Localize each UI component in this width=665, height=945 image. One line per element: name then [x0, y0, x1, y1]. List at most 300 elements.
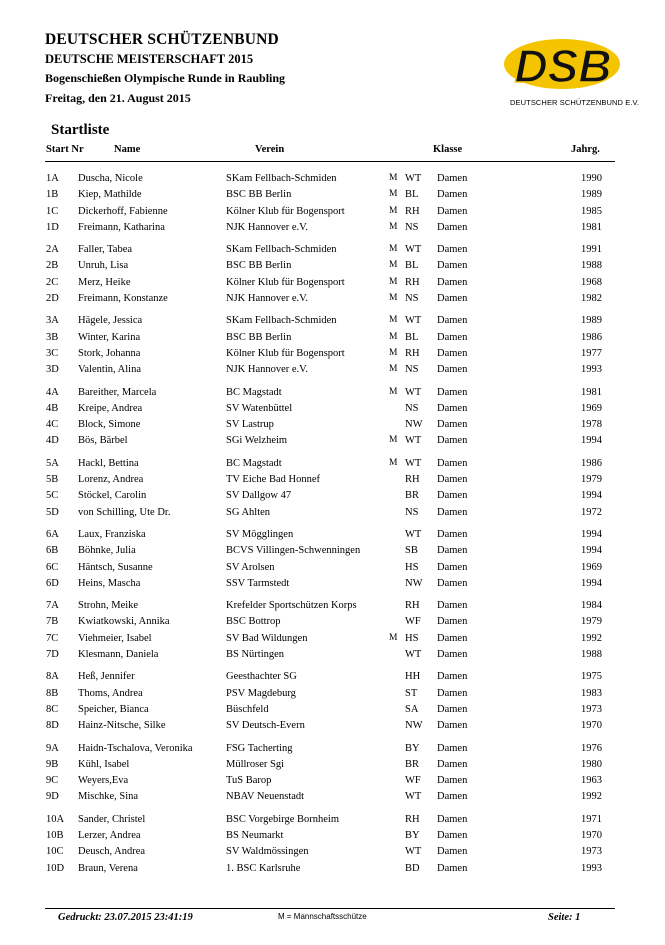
birth-year: 1981 [581, 386, 602, 398]
club-name: BSC Bottrop [226, 616, 281, 628]
team-marker: M [389, 331, 398, 342]
footer-divider [45, 908, 615, 909]
region-code: BD [405, 862, 420, 874]
start-number: 5C [46, 490, 59, 502]
class-name: Damen [437, 419, 468, 431]
birth-year: 1969 [581, 402, 602, 414]
club-name: SV Lastrup [226, 419, 274, 431]
region-code: WT [405, 791, 422, 803]
start-number: 3B [46, 331, 59, 343]
club-name: Müllroser Sgi [226, 758, 285, 770]
table-row [0, 418, 665, 434]
class-name: Damen [437, 829, 468, 841]
class-name: Damen [437, 687, 468, 699]
col-jahrg-header: Jahrg. [571, 144, 600, 155]
start-number: 4D [46, 435, 59, 447]
table-row [0, 528, 665, 544]
event-date: Freitag, den 21. August 2015 [45, 91, 191, 105]
column-header-row [0, 144, 665, 160]
athlete-name: Lorenz, Andrea [78, 474, 144, 486]
athlete-name: Unruh, Lisa [78, 260, 129, 272]
region-code: NW [405, 419, 423, 431]
team-marker: M [389, 244, 398, 255]
region-code: HS [405, 632, 419, 644]
athlete-name: von Schilling, Ute Dr. [78, 506, 171, 518]
class-name: Damen [437, 347, 468, 359]
start-number: 2B [46, 260, 59, 272]
page-number: Seite: 1 [548, 912, 581, 923]
birth-year: 1968 [581, 276, 602, 288]
class-name: Damen [437, 528, 468, 540]
class-name: Damen [437, 545, 468, 557]
class-name: Damen [437, 474, 468, 486]
athlete-name: Bareither, Marcela [78, 386, 157, 398]
class-name: Damen [437, 775, 468, 787]
document-header [45, 30, 465, 107]
birth-year: 1972 [581, 506, 602, 518]
birth-year: 1973 [581, 846, 602, 858]
region-code: RH [405, 347, 420, 359]
birth-year: 1983 [581, 687, 602, 699]
class-name: Damen [437, 189, 468, 201]
region-code: WT [405, 457, 422, 469]
birth-year: 1979 [581, 616, 602, 628]
class-name: Damen [437, 402, 468, 414]
athlete-name: Böhnke, Julia [78, 545, 136, 557]
region-code: BL [405, 189, 419, 201]
table-row [0, 561, 665, 577]
club-name: NJK Hannover e.V. [226, 364, 309, 376]
class-name: Damen [437, 791, 468, 803]
dsb-logo [500, 28, 640, 112]
birth-year: 1986 [581, 331, 602, 343]
start-number: 5D [46, 506, 59, 518]
table-row [0, 703, 665, 719]
region-code: BY [405, 829, 420, 841]
start-number: 10C [46, 846, 64, 858]
org-title: DEUTSCHER SCHÜTZENBUND [45, 31, 279, 48]
birth-year: 1992 [581, 632, 602, 644]
class-name: Damen [437, 315, 468, 327]
club-name: BC Magstadt [226, 457, 282, 469]
table-row [0, 742, 665, 758]
region-code: RH [405, 276, 420, 288]
table-row [0, 243, 665, 259]
table-row [0, 687, 665, 703]
region-code: BY [405, 742, 420, 754]
birth-year: 1989 [581, 189, 602, 201]
birth-year: 1993 [581, 862, 602, 874]
start-number: 1B [46, 189, 59, 201]
class-name: Damen [437, 561, 468, 573]
birth-year: 1993 [581, 364, 602, 376]
club-name: Krefelder Sportschützen Korps [226, 600, 357, 612]
athlete-name: Mischke, Sina [78, 791, 139, 803]
start-number: 4A [46, 386, 59, 398]
region-code: RH [405, 474, 420, 486]
table-row [0, 632, 665, 648]
table-row [0, 648, 665, 664]
table-row [0, 506, 665, 522]
birth-year: 1976 [581, 742, 602, 754]
club-name: Geesthachter SG [226, 671, 297, 683]
club-name: Kölner Klub für Bogensport [226, 276, 345, 288]
start-number: 3D [46, 364, 59, 376]
athlete-name: Kreipe, Andrea [78, 402, 143, 414]
start-group [0, 243, 665, 308]
class-name: Damen [437, 260, 468, 272]
birth-year: 1994 [581, 528, 602, 540]
table-row [0, 719, 665, 735]
birth-year: 1988 [581, 260, 602, 272]
birth-year: 1978 [581, 419, 602, 431]
table-row [0, 221, 665, 237]
birth-year: 1970 [581, 720, 602, 732]
region-code: WT [405, 173, 422, 184]
athlete-name: Valentin, Alina [78, 364, 141, 376]
class-name: Damen [437, 173, 468, 184]
class-name: Damen [437, 364, 468, 376]
start-number: 6A [46, 528, 59, 540]
class-name: Damen [437, 506, 468, 518]
start-number: 2A [46, 244, 59, 256]
club-name: BC Magstadt [226, 386, 282, 398]
table-row [0, 577, 665, 593]
region-code: HS [405, 561, 419, 573]
birth-year: 1992 [581, 791, 602, 803]
table-row [0, 259, 665, 275]
start-number: 6D [46, 577, 59, 589]
athlete-name: Freimann, Katharina [78, 221, 165, 233]
team-marker: M [389, 205, 398, 216]
club-name: 1. BSC Karlsruhe [226, 862, 301, 874]
table-row [0, 489, 665, 505]
club-name: SG Ahlten [226, 506, 271, 518]
athlete-name: Dickerhoff, Fabienne [78, 205, 168, 217]
table-row [0, 363, 665, 379]
region-code: WT [405, 528, 422, 540]
event-title: DEUTSCHE MEISTERSCHAFT 2015 [45, 52, 254, 66]
start-number: 5A [46, 457, 59, 469]
table-row [0, 758, 665, 774]
col-klasse-header: Klasse [433, 144, 463, 155]
event-subtitle: Bogenschießen Olympische Runde in Raubling [45, 71, 286, 85]
class-name: Damen [437, 846, 468, 858]
birth-year: 1980 [581, 758, 602, 770]
table-row [0, 314, 665, 330]
start-number: 4C [46, 419, 59, 431]
start-list [0, 172, 665, 884]
table-row [0, 386, 665, 402]
club-name: BSC BB Berlin [226, 189, 292, 201]
col-name-header: Name [114, 144, 141, 155]
birth-year: 1994 [581, 545, 602, 557]
table-row [0, 347, 665, 363]
athlete-name: Klesmann, Daniela [78, 649, 159, 661]
athlete-name: Block, Simone [78, 419, 141, 431]
athlete-name: Laux, Franziska [78, 528, 146, 540]
club-name: SKam Fellbach-Schmiden [226, 315, 337, 327]
class-name: Damen [437, 742, 468, 754]
club-name: SV Dallgow 47 [226, 490, 292, 502]
athlete-name: Thoms, Andrea [78, 687, 143, 699]
list-title: Startliste [51, 122, 110, 138]
start-group [0, 314, 665, 379]
header-divider [45, 161, 615, 162]
table-row [0, 292, 665, 308]
club-name: SV Bad Wildungen [226, 632, 308, 644]
start-number: 9C [46, 775, 59, 787]
start-number: 8C [46, 703, 59, 715]
athlete-name: Heß, Jennifer [78, 671, 135, 683]
table-row [0, 670, 665, 686]
class-name: Damen [437, 720, 468, 732]
birth-year: 1989 [581, 315, 602, 327]
start-number: 9B [46, 758, 59, 770]
region-code: BL [405, 331, 419, 343]
table-row [0, 473, 665, 489]
birth-year: 1982 [581, 293, 602, 305]
start-group [0, 386, 665, 451]
table-row [0, 188, 665, 204]
club-name: Kölner Klub für Bogensport [226, 347, 345, 359]
athlete-name: Sander, Christel [78, 813, 146, 825]
col-start-header: Start Nr [46, 144, 84, 155]
table-row [0, 331, 665, 347]
dsb-logo-mark [500, 28, 625, 98]
birth-year: 1994 [581, 490, 602, 502]
region-code: BL [405, 260, 419, 272]
region-code: RH [405, 205, 420, 217]
club-name: SSV Tarmstedt [226, 577, 290, 589]
region-code: NS [405, 364, 419, 376]
logo-caption: DEUTSCHER SCHÜTZENBUND E.V. [510, 98, 640, 107]
start-number: 7B [46, 616, 59, 628]
club-name: Kölner Klub für Bogensport [226, 205, 345, 217]
region-code: BR [405, 490, 420, 502]
birth-year: 1979 [581, 474, 602, 486]
region-code: BR [405, 758, 420, 770]
start-number: 8A [46, 671, 59, 683]
region-code: NS [405, 221, 419, 233]
club-name: SV Arolsen [226, 561, 275, 573]
club-name: SGi Welzheim [226, 435, 288, 447]
start-number: 1C [46, 205, 59, 217]
club-name: SKam Fellbach-Schmiden [226, 173, 337, 184]
region-code: WT [405, 386, 422, 398]
athlete-name: Winter, Karina [78, 331, 141, 343]
athlete-name: Kwiatkowski, Annika [78, 616, 170, 628]
class-name: Damen [437, 331, 468, 343]
birth-year: 1973 [581, 703, 602, 715]
class-name: Damen [437, 758, 468, 770]
table-row [0, 774, 665, 790]
class-name: Damen [437, 600, 468, 612]
region-code: RH [405, 813, 420, 825]
birth-year: 1963 [581, 775, 602, 787]
team-marker: M [389, 386, 398, 397]
team-marker: M [389, 276, 398, 287]
athlete-name: Hainz-Nitsche, Silke [78, 720, 166, 732]
club-name: NJK Hannover e.V. [226, 293, 309, 305]
table-row [0, 615, 665, 631]
birth-year: 1970 [581, 829, 602, 841]
printed-timestamp: Gedruckt: 23.07.2015 23:41:19 [58, 912, 193, 923]
club-name: SV Waldmössingen [226, 846, 309, 858]
athlete-name: Deusch, Andrea [78, 846, 146, 858]
class-name: Damen [437, 577, 468, 589]
class-name: Damen [437, 671, 468, 683]
club-name: BSC Vorgebirge Bornheim [226, 813, 339, 825]
athlete-name: Viehmeier, Isabel [78, 632, 152, 644]
start-number: 8B [46, 687, 59, 699]
region-code: WT [405, 244, 422, 256]
start-number: 2D [46, 293, 59, 305]
club-name: BSC BB Berlin [226, 260, 292, 272]
birth-year: 1975 [581, 671, 602, 683]
start-number: 3A [46, 315, 59, 327]
table-row [0, 813, 665, 829]
table-row [0, 599, 665, 615]
region-code: RH [405, 600, 420, 612]
club-name: SV Deutsch-Evern [226, 720, 305, 732]
team-marker: M [389, 315, 398, 326]
team-marker: M [389, 260, 398, 271]
start-group [0, 457, 665, 522]
region-code: WT [405, 315, 422, 327]
region-code: WF [405, 775, 421, 787]
class-name: Damen [437, 244, 468, 256]
region-code: SA [405, 703, 419, 715]
start-number: 10A [46, 813, 65, 825]
club-name: BS Nürtingen [226, 649, 285, 661]
region-code: ST [405, 687, 418, 699]
table-row [0, 457, 665, 473]
start-number: 1A [46, 173, 59, 184]
table-row [0, 790, 665, 806]
club-name: NBAV Neuenstadt [226, 791, 305, 803]
start-number: 4B [46, 402, 59, 414]
region-code: WF [405, 616, 421, 628]
team-marker: M [389, 347, 398, 358]
table-row [0, 544, 665, 560]
class-name: Damen [437, 221, 468, 233]
region-code: HH [405, 671, 421, 683]
region-code: SB [405, 545, 418, 557]
athlete-name: Hägele, Jessica [78, 315, 143, 327]
athlete-name: Freimann, Konstanze [78, 293, 168, 305]
start-number: 9D [46, 791, 59, 803]
club-name: TuS Barop [226, 775, 272, 787]
birth-year: 1981 [581, 221, 602, 233]
start-group [0, 599, 665, 664]
table-row [0, 845, 665, 861]
athlete-name: Kühl, Isabel [78, 758, 130, 770]
start-number: 3C [46, 347, 59, 359]
start-number: 10B [46, 829, 64, 841]
table-row [0, 402, 665, 418]
start-group [0, 172, 665, 237]
birth-year: 1985 [581, 205, 602, 217]
start-group [0, 670, 665, 735]
club-name: Büschfeld [226, 703, 269, 715]
club-name: NJK Hannover e.V. [226, 221, 309, 233]
class-name: Damen [437, 703, 468, 715]
start-number: 7A [46, 600, 59, 612]
class-name: Damen [437, 616, 468, 628]
start-group [0, 742, 665, 807]
class-name: Damen [437, 293, 468, 305]
athlete-name: Weyers,Eva [78, 775, 129, 787]
birth-year: 1990 [581, 173, 602, 184]
birth-year: 1994 [581, 577, 602, 589]
birth-year: 1994 [581, 435, 602, 447]
team-marker: M [389, 632, 398, 643]
start-number: 10D [46, 862, 65, 874]
logo-text: DSB [514, 40, 612, 92]
region-code: WT [405, 435, 422, 447]
club-name: BSC BB Berlin [226, 331, 292, 343]
athlete-name: Duscha, Nicole [78, 173, 143, 184]
birth-year: 1988 [581, 649, 602, 661]
region-code: NS [405, 293, 419, 305]
start-number: 6C [46, 561, 59, 573]
athlete-name: Bös, Bärbel [78, 435, 128, 447]
athlete-name: Häntsch, Susanne [78, 561, 153, 573]
birth-year: 1984 [581, 600, 602, 612]
start-group [0, 528, 665, 593]
class-name: Damen [437, 649, 468, 661]
athlete-name: Haidn-Tschalova, Veronika [78, 742, 193, 754]
col-verein-header: Verein [255, 144, 285, 155]
athlete-name: Hackl, Bettina [78, 457, 139, 469]
club-name: SV Watenbüttel [226, 402, 293, 414]
class-name: Damen [437, 435, 468, 447]
athlete-name: Braun, Verena [78, 862, 138, 874]
team-marker: M [389, 293, 398, 304]
class-name: Damen [437, 490, 468, 502]
club-name: PSV Magdeburg [226, 687, 296, 699]
class-name: Damen [437, 276, 468, 288]
club-name: TV Eiche Bad Honnef [226, 474, 320, 486]
region-code: NW [405, 577, 423, 589]
start-number: 5B [46, 474, 59, 486]
club-name: BS Neumarkt [226, 829, 284, 841]
table-row [0, 862, 665, 878]
birth-year: 1986 [581, 457, 602, 469]
birth-year: 1969 [581, 561, 602, 573]
table-row [0, 205, 665, 221]
birth-year: 1977 [581, 347, 602, 359]
start-number: 7C [46, 632, 59, 644]
athlete-name: Kiep, Mathilde [78, 189, 142, 201]
start-number: 9A [46, 742, 59, 754]
class-name: Damen [437, 813, 468, 825]
table-row [0, 829, 665, 845]
birth-year: 1971 [581, 813, 602, 825]
athlete-name: Heins, Mascha [78, 577, 141, 589]
club-name: SV Mögglingen [226, 528, 294, 540]
athlete-name: Faller, Tabea [78, 244, 133, 256]
start-group [0, 813, 665, 878]
start-number: 7D [46, 649, 59, 661]
team-marker: M [389, 457, 398, 468]
club-name: FSG Tacherting [226, 742, 293, 754]
club-name: SKam Fellbach-Schmiden [226, 244, 337, 256]
region-code: WT [405, 846, 422, 858]
team-marker: M [389, 221, 398, 232]
class-name: Damen [437, 632, 468, 644]
